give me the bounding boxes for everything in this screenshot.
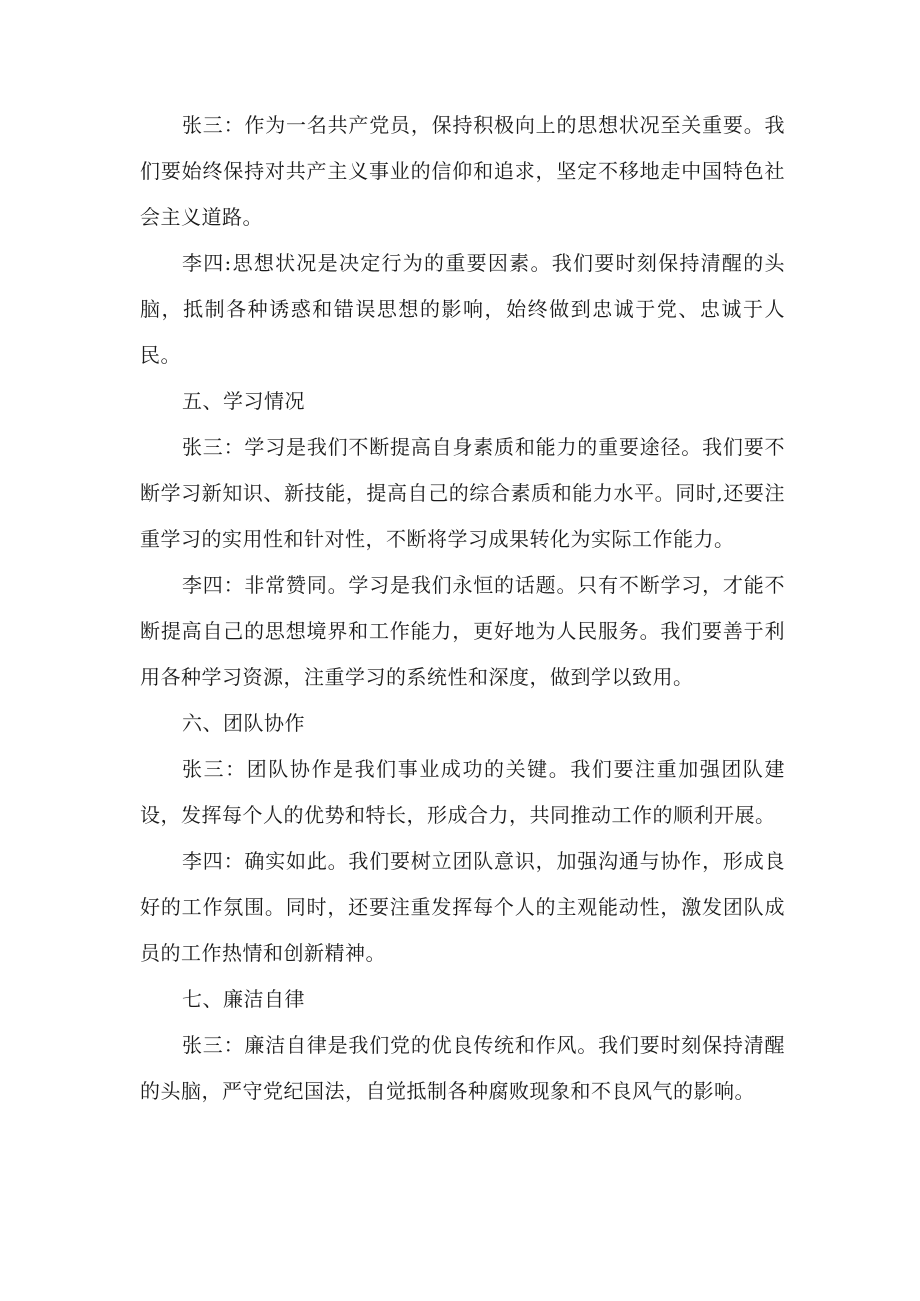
paragraph-zhangsan-teamwork: 张三：团队协作是我们事业成功的关键。我们要注重加强团队建设，发挥每个人的优势和特长，形成合力，共同推动工作的顺利开展。: [140, 757, 785, 827]
section-heading-study: 五、学习情况: [182, 389, 305, 413]
paragraph-lisi-teamwork: 李四：确实如此。我们要树立团队意识，加强沟通与协作，形成良好的工作氛围。同时，还要注重发挥每个人的主观能动性，激发团队成员的工作热情和创新精神。: [140, 849, 785, 965]
section-heading-integrity: 七、廉洁自律: [182, 987, 305, 1011]
paragraph-zhangsan-study: 张三：学习是我们不断提高自身素质和能力的重要途径。我们要不断学习新知识、新技能，提高自己的综合素质和能力水平。同时,还要注重学习的实用性和针对性，不断将学习成果转化为实际工作能力。: [140, 435, 785, 551]
paragraph-lisi-study: 李四：非常赞同。学习是我们永恒的话题。只有不断学习，才能不断提高自己的思想境界和工作能力，更好地为人民服务。我们要善于利用各种学习资源，注重学习的系统性和深度，做到学以致用。: [140, 573, 785, 689]
section-heading-teamwork: 六、团队协作: [182, 711, 305, 735]
paragraph-zhangsan-ideology: 张三：作为一名共产党员，保持积极向上的思想状况至关重要。我们要始终保持对共产主义事业的信仰和追求，坚定不移地走中国特色社会主义道路。: [140, 113, 785, 229]
paragraph-lisi-ideology: 李四:思想状况是决定行为的重要因素。我们要时刻保持清醒的头脑，抵制各种诱惑和错误思想的影响，始终做到忠诚于党、忠诚于人民。: [140, 251, 785, 367]
document-body: [140, 102, 785, 1114]
paragraph-zhangsan-integrity: 张三：廉洁自律是我们党的优良传统和作风。我们要时刻保持清醒的头脑，严守党纪国法，自觉抵制各种腐败现象和不良风气的影响。: [140, 1033, 785, 1103]
